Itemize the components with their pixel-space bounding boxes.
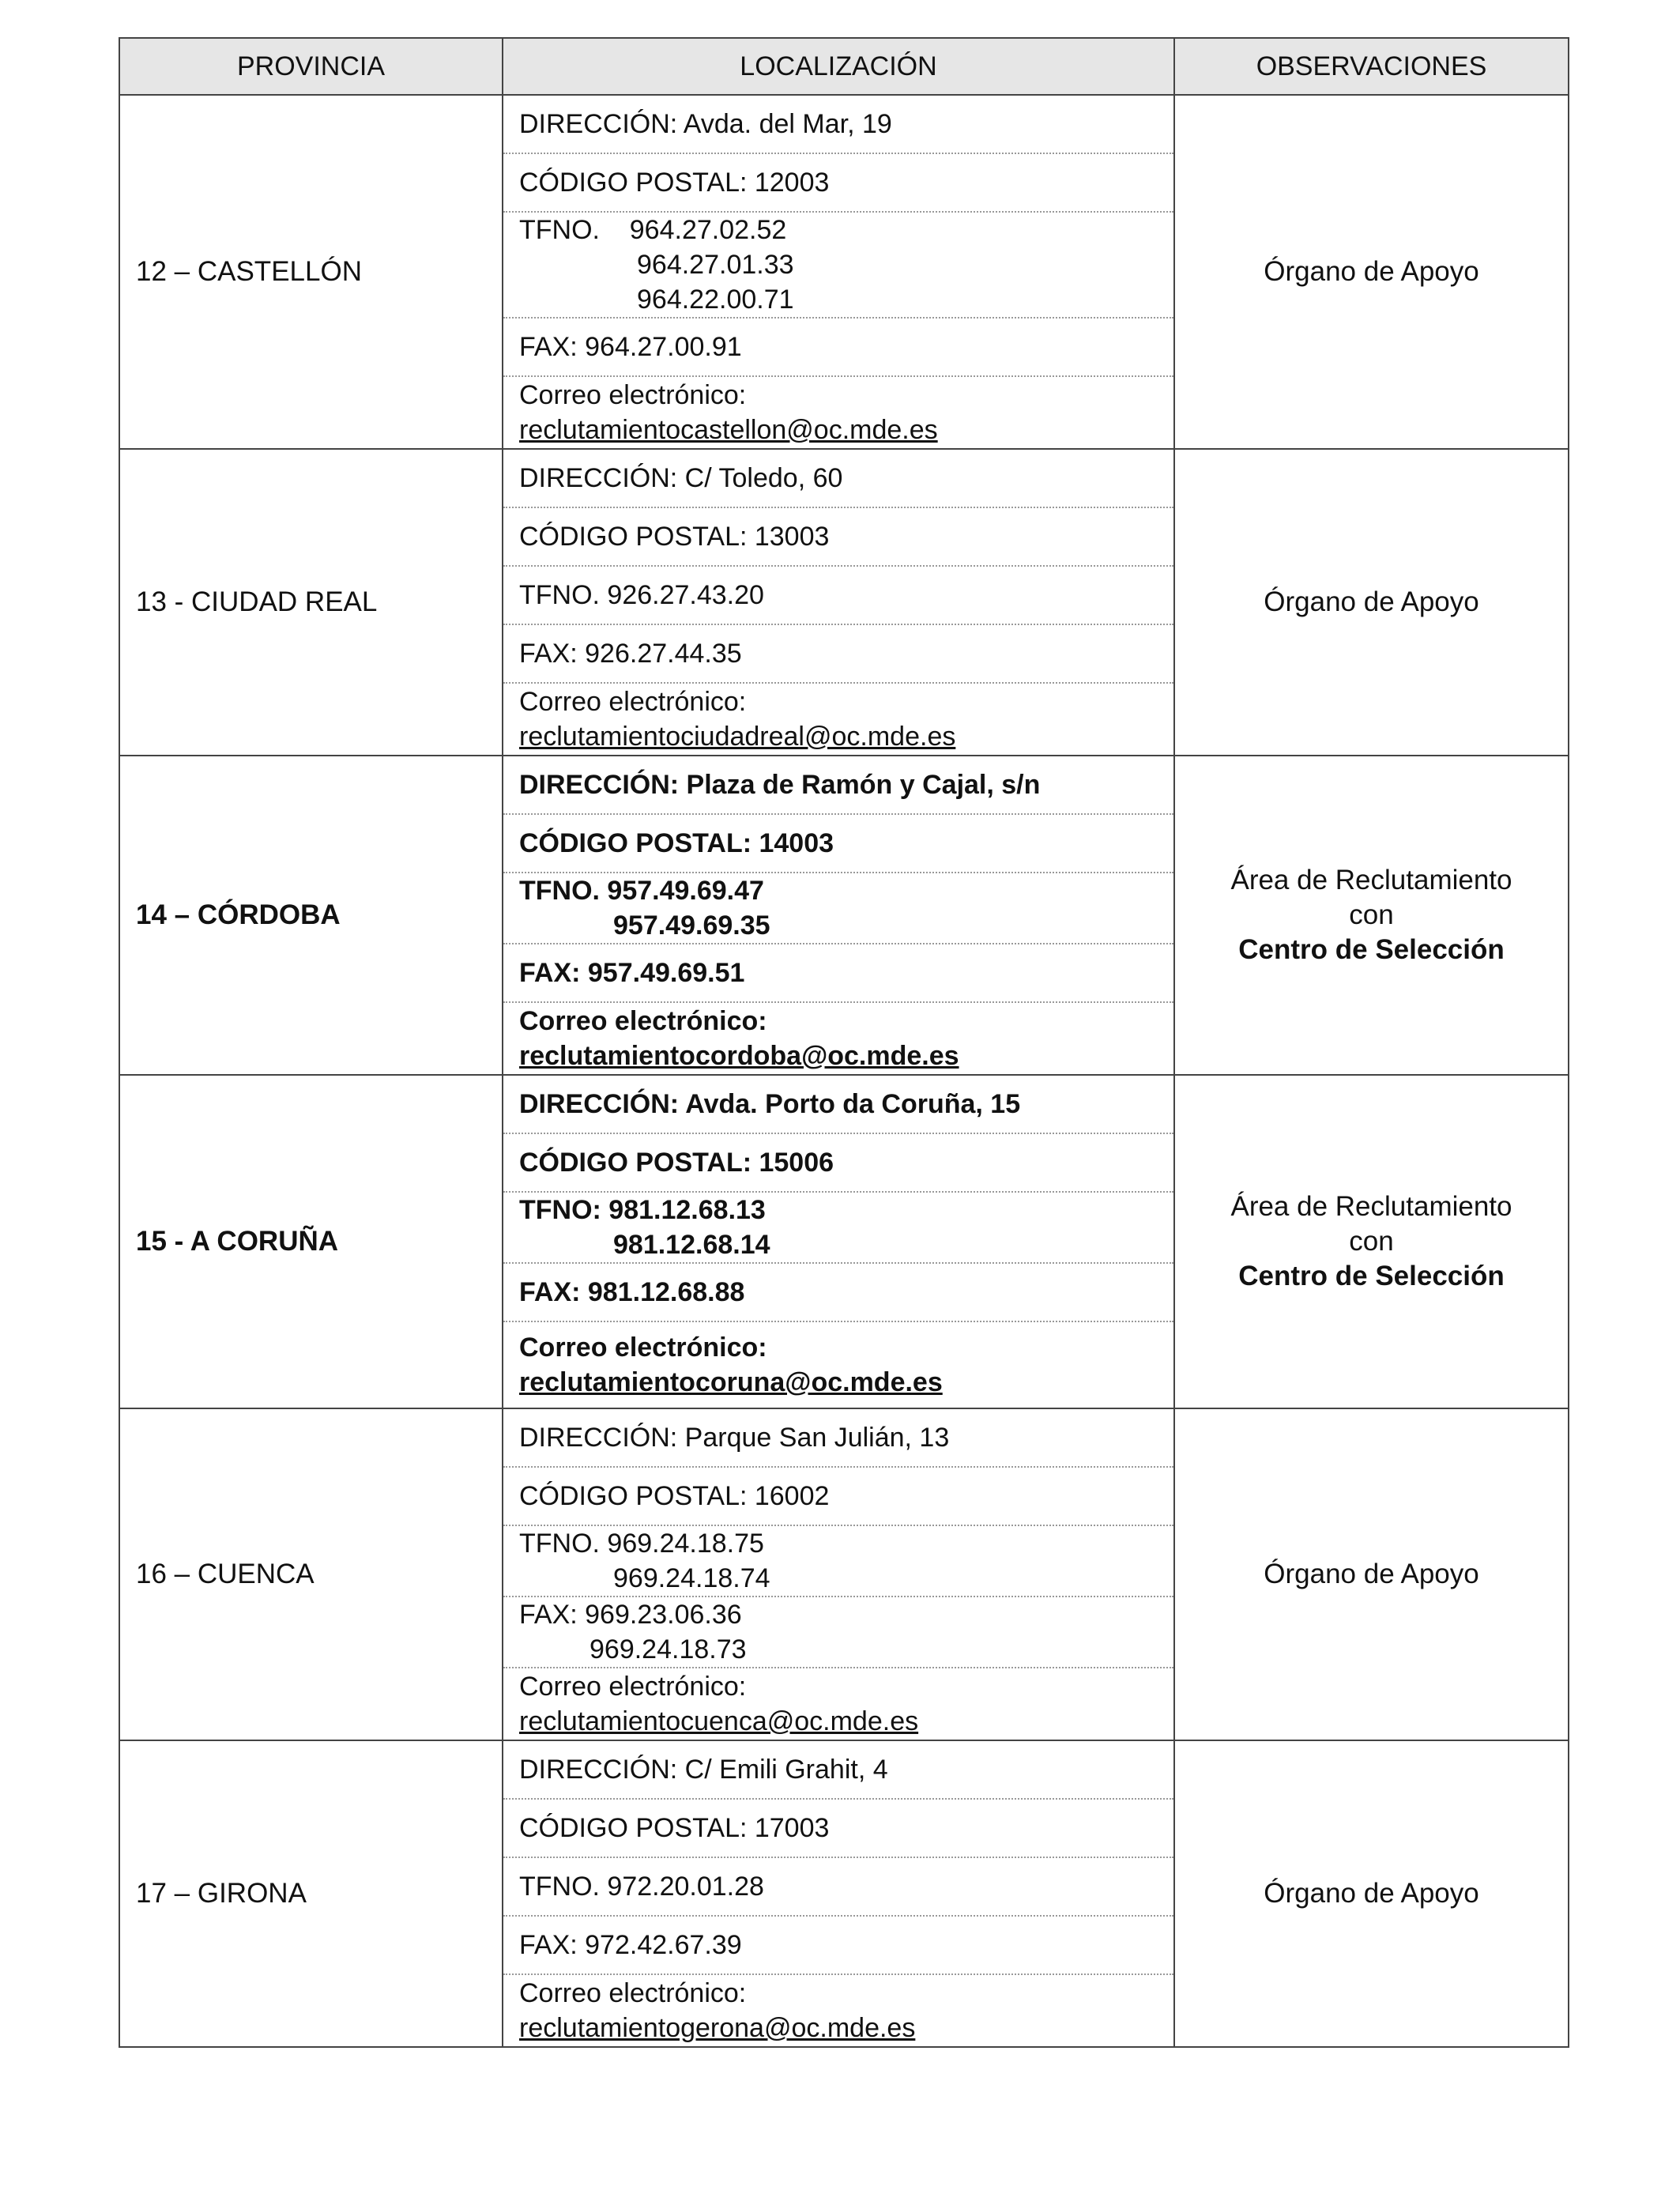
provincia-cell: 15 - A CORUÑA xyxy=(119,1075,503,1408)
fax-field: FAX: 964.27.00.91 xyxy=(503,319,1173,377)
table-row xyxy=(119,756,1569,1075)
direccion-field: DIRECCIÓN: Plaza de Ramón y Cajal, s/n xyxy=(503,756,1173,815)
telefono-field: TFNO. 964.27.02.52 964.27.01.33 964.22.00.71 xyxy=(503,213,1173,319)
direccion-field: DIRECCIÓN: C/ Emili Grahit, 4 xyxy=(503,1741,1173,1800)
direccion-field: DIRECCIÓN: C/ Toledo, 60 xyxy=(503,450,1173,508)
observaciones-cell: Área de Reclutamiento con Centro de Selección xyxy=(1174,756,1569,1075)
localizacion-cell xyxy=(503,449,1174,756)
telefono-field: TFNO. 969.24.18.75 969.24.18.74 xyxy=(503,1526,1173,1597)
email-link[interactable]: reclutamientocastellon@oc.mde.es xyxy=(519,415,938,445)
table-row xyxy=(119,1075,1569,1408)
fax-field: FAX: 957.49.69.51 xyxy=(503,944,1173,1003)
correo-field: Correo electrónico: reclutamientocuenca@oc.mde.es xyxy=(503,1668,1173,1740)
provincia-cell: 12 – CASTELLÓN xyxy=(119,95,503,449)
observaciones-cell: Área de Reclutamiento con Centro de Selección xyxy=(1174,1075,1569,1408)
telefono-field: TFNO: 981.12.68.13 981.12.68.14 xyxy=(503,1193,1173,1264)
header-observaciones: OBSERVACIONES xyxy=(1174,38,1569,95)
direccion-field: DIRECCIÓN: Avda. Porto da Coruña, 15 xyxy=(503,1076,1173,1134)
codigo-postal-field: CÓDIGO POSTAL: 13003 xyxy=(503,508,1173,567)
correo-field: Correo electrónico: reclutamientocoruna@oc.mde.es xyxy=(503,1322,1173,1408)
correo-field: Correo electrónico: reclutamientocordoba@oc.mde.es xyxy=(503,1003,1173,1074)
table-row xyxy=(119,95,1569,449)
observaciones-cell: Órgano de Apoyo xyxy=(1174,95,1569,449)
fax-field: FAX: 969.23.06.36 969.24.18.73 xyxy=(503,1597,1173,1668)
codigo-postal-field: CÓDIGO POSTAL: 15006 xyxy=(503,1134,1173,1193)
provincia-cell: 17 – GIRONA xyxy=(119,1740,503,2047)
correo-field: Correo electrónico: reclutamientocastellon@oc.mde.es xyxy=(503,377,1173,448)
localizacion-cell xyxy=(503,1740,1174,2047)
email-link[interactable]: reclutamientocuenca@oc.mde.es xyxy=(519,1706,919,1736)
codigo-postal-field: CÓDIGO POSTAL: 16002 xyxy=(503,1468,1173,1526)
header-localizacion: LOCALIZACIÓN xyxy=(503,38,1174,95)
telefono-field: TFNO. 926.27.43.20 xyxy=(503,567,1173,625)
provincias-table xyxy=(119,37,1569,2048)
localizacion-cell xyxy=(503,756,1174,1075)
observaciones-cell: Órgano de Apoyo xyxy=(1174,1740,1569,2047)
localizacion-cell xyxy=(503,95,1174,449)
codigo-postal-field: CÓDIGO POSTAL: 12003 xyxy=(503,154,1173,213)
provincia-cell: 13 - CIUDAD REAL xyxy=(119,449,503,756)
table-row xyxy=(119,1408,1569,1740)
header-row xyxy=(119,38,1569,95)
localizacion-cell xyxy=(503,1075,1174,1408)
email-link[interactable]: reclutamientocoruna@oc.mde.es xyxy=(519,1367,943,1397)
table-row xyxy=(119,449,1569,756)
correo-field: Correo electrónico: reclutamientociudadreal@oc.mde.es xyxy=(503,684,1173,755)
observaciones-cell: Órgano de Apoyo xyxy=(1174,1408,1569,1740)
table-row xyxy=(119,1740,1569,2047)
codigo-postal-field: CÓDIGO POSTAL: 17003 xyxy=(503,1800,1173,1858)
fax-field: FAX: 926.27.44.35 xyxy=(503,625,1173,684)
fax-field: FAX: 972.42.67.39 xyxy=(503,1917,1173,1975)
provincia-cell: 14 – CÓRDOBA xyxy=(119,756,503,1075)
email-link[interactable]: reclutamientocordoba@oc.mde.es xyxy=(519,1041,959,1071)
fax-field: FAX: 981.12.68.88 xyxy=(503,1264,1173,1322)
email-link[interactable]: reclutamientociudadreal@oc.mde.es xyxy=(519,722,956,752)
observaciones-cell: Órgano de Apoyo xyxy=(1174,449,1569,756)
telefono-field: TFNO. 957.49.69.47 957.49.69.35 xyxy=(503,873,1173,944)
direccion-field: DIRECCIÓN: Avda. del Mar, 19 xyxy=(503,96,1173,154)
email-link[interactable]: reclutamientogerona@oc.mde.es xyxy=(519,2013,916,2043)
correo-field: Correo electrónico: reclutamientogerona@oc.mde.es xyxy=(503,1975,1173,2046)
provincia-cell: 16 – CUENCA xyxy=(119,1408,503,1740)
direccion-field: DIRECCIÓN: Parque San Julián, 13 xyxy=(503,1409,1173,1468)
localizacion-cell xyxy=(503,1408,1174,1740)
header-provincia: PROVINCIA xyxy=(119,38,503,95)
codigo-postal-field: CÓDIGO POSTAL: 14003 xyxy=(503,815,1173,873)
telefono-field: TFNO. 972.20.01.28 xyxy=(503,1858,1173,1917)
